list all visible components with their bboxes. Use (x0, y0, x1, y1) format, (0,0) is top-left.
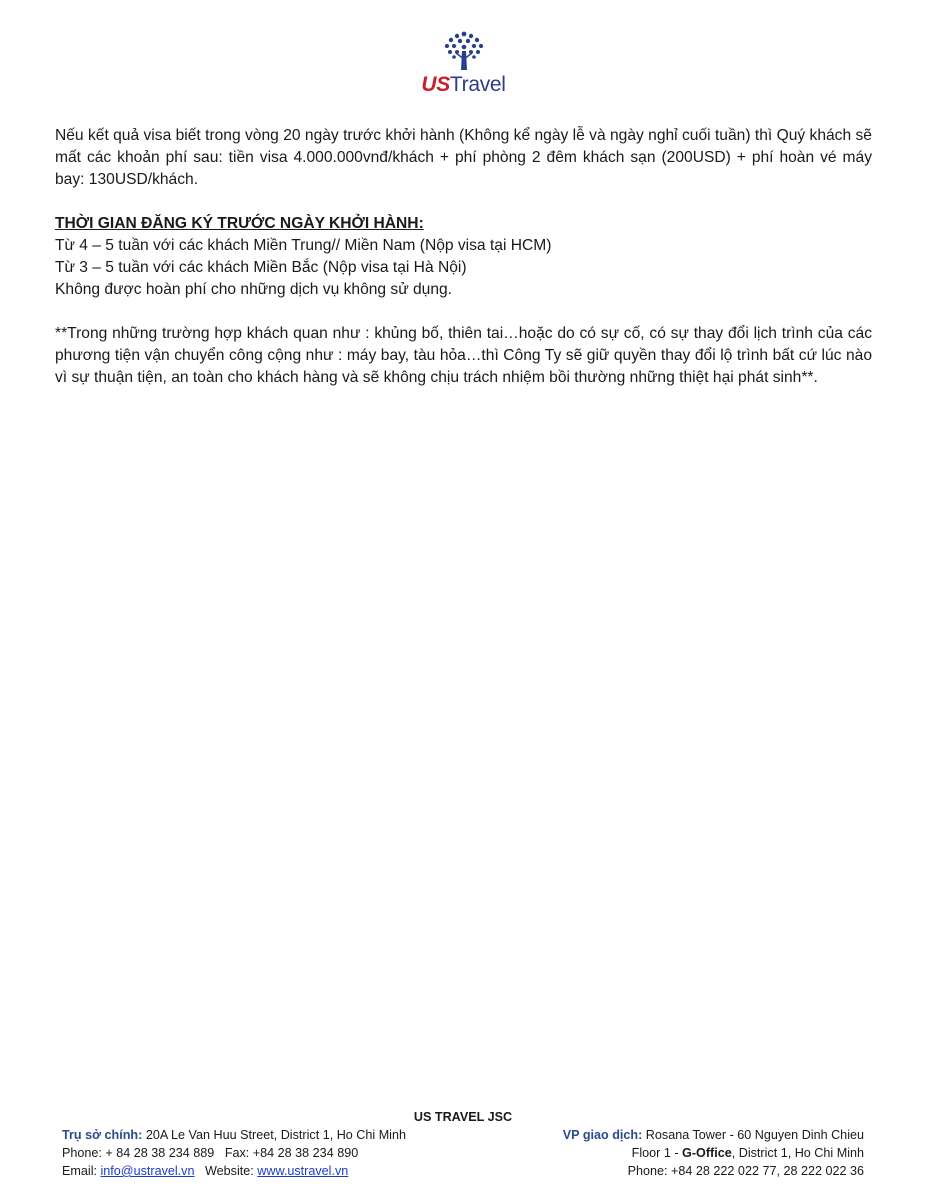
head-office-block (62, 1126, 406, 1180)
website-link[interactable]: www.ustravel.vn (257, 1164, 349, 1178)
head-office-label: Trụ sở chính: (62, 1128, 143, 1142)
brand-wordmark (421, 74, 505, 96)
head-office-phone: Phone: + 84 28 38 234 889 (62, 1146, 215, 1160)
head-office-address: 20A Le Van Huu Street, District 1, Ho Chi Minh (142, 1128, 406, 1142)
company-logo (0, 30, 927, 96)
floor-office-name: G-Office (682, 1146, 732, 1160)
website-label: Website: (205, 1164, 258, 1178)
tree-icon (442, 30, 486, 72)
no-refund-line: Không được hoàn phí cho những dịch vụ không sử dụng. (55, 281, 453, 298)
email-label: Email: (62, 1164, 101, 1178)
head-office-fax: Fax: +84 28 38 234 890 (224, 1146, 359, 1160)
page-footer (62, 1108, 864, 1180)
transaction-office-address: Rosana Tower - 60 Nguyen Dinh Chieu (642, 1128, 864, 1142)
email-link[interactable]: info@ustravel.vn (100, 1164, 195, 1178)
company-name: US TRAVEL JSC (413, 1110, 513, 1124)
document-body (55, 125, 872, 389)
transaction-office-block (563, 1126, 864, 1180)
brand-travel: Travel (449, 73, 506, 96)
force-majeure-paragraph: **Trong những trường hợp khách quan như : khủng bố, thiên tai…hoặc do có sự cố, có sự thay đổi lịch trình của các phương tiện vận chuyển công cộng như : máy bay, tàu hỏa…thì Công Ty sẽ giữ quyền thay đổi lộ trình bất cứ lúc nào vì sự thuận tiện, an toàn cho khách hàng và sẽ không chịu trách nhiệm bồi thường những thiệt hại phát sinh**. (55, 325, 872, 386)
transaction-office-label: VP giao dịch: (562, 1128, 643, 1142)
registration-line-central-south: Từ 4 – 5 tuần với các khách Miền Trung// Miền Nam (Nộp visa tại HCM) (55, 237, 552, 254)
visa-fee-paragraph: Nếu kết quả visa biết trong vòng 20 ngày trước khởi hành (Không kể ngày lễ và ngày nghỉ cuối tuần) thì Quý khách sẽ mất các khoản phí sau: tiền visa 4.000.000vnđ/khách + phí phòng 2 đêm khách sạn (200USD) + phí hoàn vé máy bay: 130USD/khách. (55, 127, 872, 188)
registration-line-north: Từ 3 – 5 tuần với các khách Miền Bắc (Nộp visa tại Hà Nội) (55, 259, 467, 276)
floor-suffix: , District 1, Ho Chi Minh (731, 1146, 864, 1160)
brand-us: US (421, 73, 450, 96)
floor-prefix: Floor 1 - (631, 1146, 683, 1160)
registration-heading: THỜI GIAN ĐĂNG KÝ TRƯỚC NGÀY KHỞI HÀNH: (55, 215, 424, 232)
transaction-office-phone: Phone: +84 28 222 022 77, 28 222 022 36 (627, 1164, 864, 1178)
